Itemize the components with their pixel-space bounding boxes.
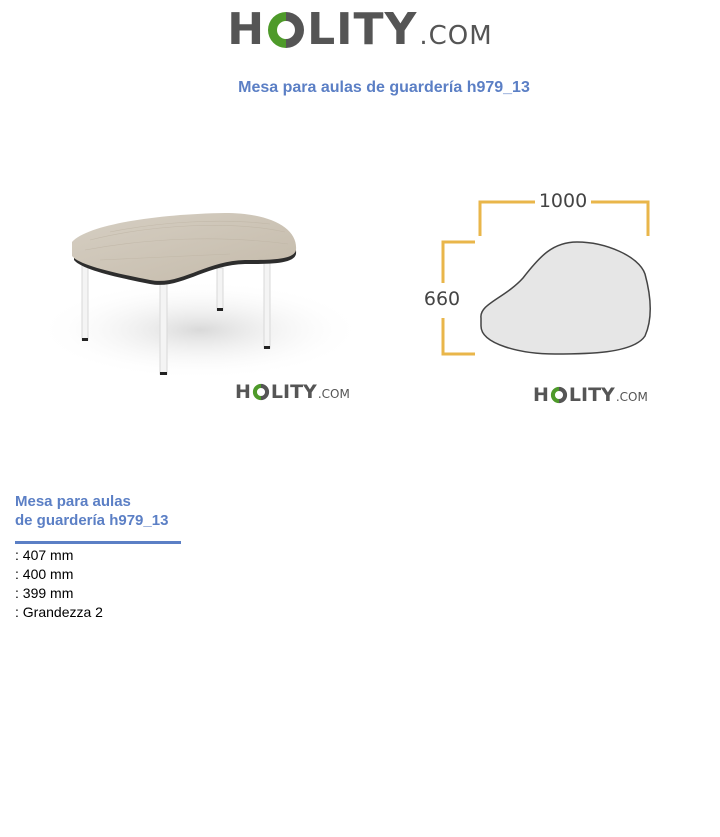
width-label: 1000 (538, 190, 588, 212)
photo-logo-lity: LITY (270, 381, 317, 403)
table-leg-left (82, 258, 88, 340)
table-top-outline (481, 242, 650, 354)
spec-item-size-3: : 399 mm (15, 585, 74, 601)
table-foot-right (264, 346, 270, 349)
photo-logo-o-icon (252, 383, 270, 401)
table-foot-left (82, 338, 88, 341)
spec-list (15, 546, 103, 622)
photo-watermark-logo (235, 383, 350, 402)
page-title: Mesa para aulas de guardería h979_13 (238, 79, 530, 96)
spec-title-line1: Mesa para aulas (15, 493, 131, 510)
width-dimension-right (591, 202, 648, 236)
table-foot-back (217, 308, 223, 311)
site-logo[interactable] (227, 4, 493, 55)
drawing-watermark-logo (533, 386, 648, 405)
table-leg-front (160, 280, 167, 374)
header-logo-wrap (0, 4, 720, 55)
spec-divider (15, 541, 181, 544)
product-photo (30, 180, 370, 420)
table-leg-back-right (217, 268, 223, 310)
spec-item-size-2: : 400 mm (15, 566, 74, 582)
spec-item-height: : 407 mm (15, 547, 74, 563)
spec-item-grandezza: : Grandezza 2 (15, 604, 103, 620)
width-dimension-left (480, 202, 535, 236)
technical-drawing (405, 178, 670, 418)
logo-letters-lity: LITY (307, 4, 418, 55)
spec-title (15, 492, 185, 530)
spec-title-line2: de guardería h979_13 (15, 512, 169, 529)
photo-logo-suffix: .COM (317, 387, 350, 401)
photo-logo-h: H (235, 381, 251, 403)
logo-letter-h: H (227, 4, 266, 55)
drawing-logo-h: H (533, 384, 549, 406)
depth-label: 660 (423, 288, 461, 310)
table-foot-front (160, 372, 167, 375)
logo-suffix: .COM (419, 21, 493, 51)
table-leg-right (264, 260, 270, 348)
drawing-logo-lity: LITY (568, 384, 615, 406)
drawing-logo-o-icon (550, 386, 568, 404)
depth-dimension-bottom (443, 318, 475, 354)
logo-o-icon (266, 10, 306, 50)
drawing-logo-suffix: .COM (615, 390, 648, 404)
depth-dimension-top (443, 242, 475, 283)
